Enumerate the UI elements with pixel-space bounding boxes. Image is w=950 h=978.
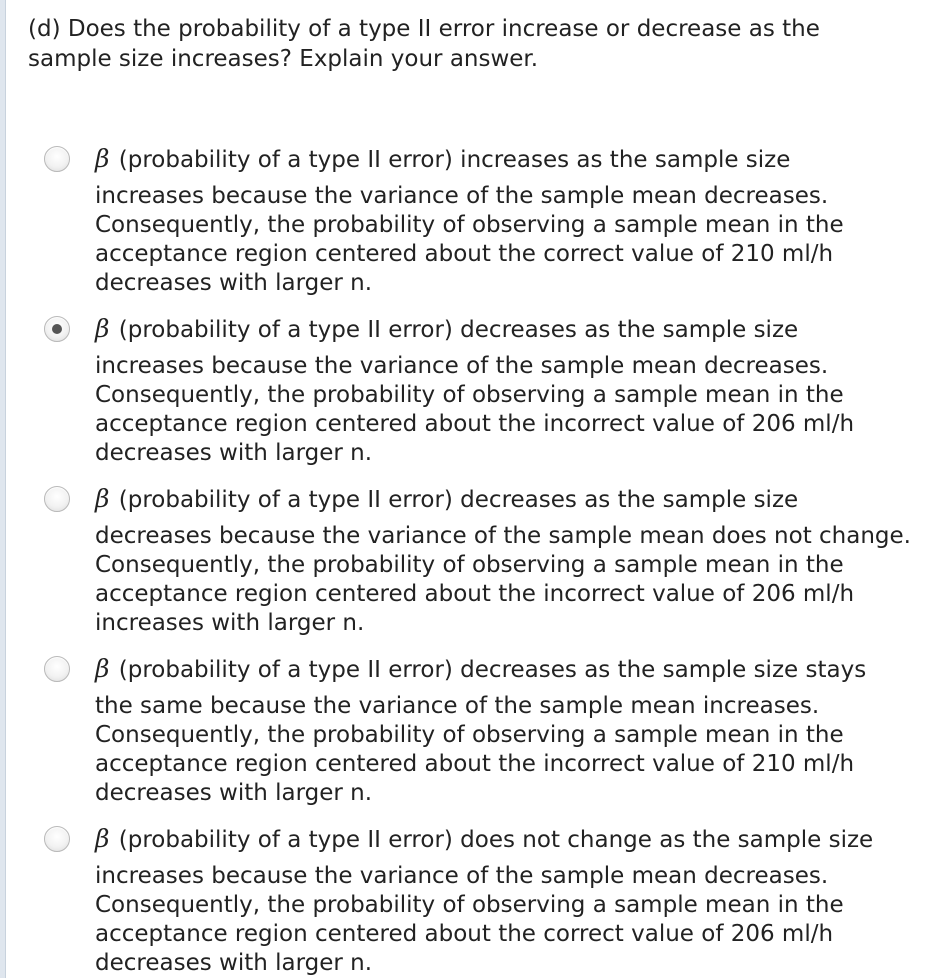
option-line-text: (probability of a type II error) decreases as the sample size	[118, 317, 799, 343]
beta-symbol: β	[95, 314, 110, 343]
left-border	[0, 0, 6, 978]
option-line: decreases with larger n.	[95, 270, 373, 296]
option-text	[95, 654, 948, 808]
option-line: the same because the variance of the sample mean increases.	[95, 693, 820, 719]
option-line	[95, 484, 948, 515]
option-line	[95, 144, 948, 175]
option-line: decreases because the variance of the sample mean does not change.	[95, 523, 911, 549]
beta-symbol: β	[95, 484, 110, 513]
option-line	[95, 654, 948, 685]
beta-symbol: β	[95, 654, 110, 683]
option-line: decreases with larger n.	[95, 950, 373, 976]
option-line: acceptance region centered about the incorrect value of 206 ml/h	[95, 581, 855, 607]
option-line	[95, 824, 948, 855]
option-line-text: (probability of a type II error) increases as the sample size	[118, 147, 791, 173]
radio-button[interactable]	[44, 146, 70, 172]
option-line: acceptance region centered about the incorrect value of 210 ml/h	[95, 751, 855, 777]
option-text	[95, 314, 948, 468]
option-line-text: (probability of a type II error) decreases as the sample size stays	[118, 657, 867, 683]
option-line: Consequently, the probability of observing a sample mean in the	[95, 892, 844, 918]
option-line: increases because the variance of the sample mean decreases.	[95, 353, 829, 379]
option-line: Consequently, the probability of observing a sample mean in the	[95, 212, 844, 238]
option-line: Consequently, the probability of observing a sample mean in the	[95, 552, 844, 578]
option-line: increases because the variance of the sample mean decreases.	[95, 183, 829, 209]
option-line-text: (probability of a type II error) does not change as the sample size	[118, 827, 874, 853]
option-line: acceptance region centered about the correct value of 210 ml/h	[95, 241, 834, 267]
option-line: increases because the variance of the sample mean decreases.	[95, 863, 829, 889]
radio-button[interactable]	[44, 826, 70, 852]
option-line-text: (probability of a type II error) decreases as the sample size	[118, 487, 799, 513]
question-text: (d) Does the probability of a type II error increase or decrease as the sample size increases? Explain your answer.	[28, 16, 820, 72]
option-line	[95, 314, 948, 345]
option-line: acceptance region centered about the correct value of 206 ml/h	[95, 921, 834, 947]
radio-button[interactable]	[44, 486, 70, 512]
option-line: acceptance region centered about the incorrect value of 206 ml/h	[95, 411, 855, 437]
option-line: Consequently, the probability of observing a sample mean in the	[95, 382, 844, 408]
option-line: decreases with larger n.	[95, 440, 373, 466]
beta-symbol: β	[95, 144, 110, 173]
radio-button[interactable]	[44, 656, 70, 682]
option-line: decreases with larger n.	[95, 780, 373, 806]
option-text	[95, 144, 948, 298]
option-line: increases with larger n.	[95, 610, 365, 636]
radio-button-selected[interactable]	[44, 316, 70, 342]
option-text	[95, 484, 948, 638]
option-line: Consequently, the probability of observing a sample mean in the	[95, 722, 844, 748]
option-text	[95, 824, 948, 978]
beta-symbol: β	[95, 824, 110, 853]
